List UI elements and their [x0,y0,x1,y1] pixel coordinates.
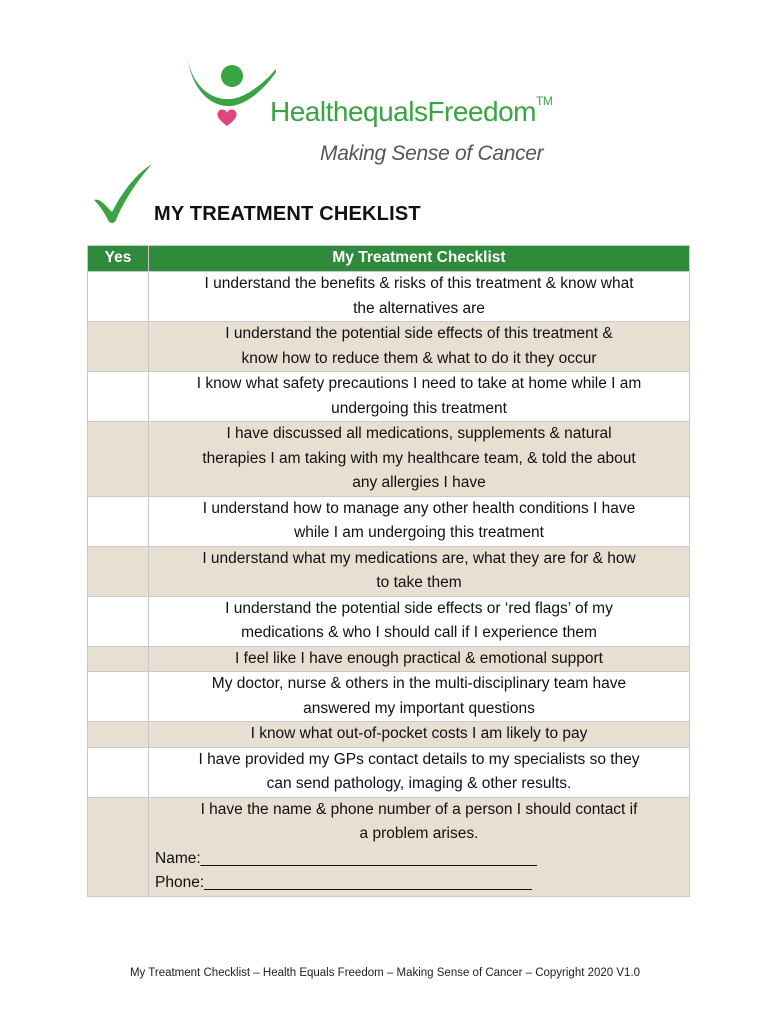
checklist-item-text: I know what out-of-pocket costs I am likely to pay [250,725,588,742]
checklist-item [149,372,690,422]
checklist-item [149,596,690,646]
checklist-item [149,272,690,322]
checklist-item-text: a problem arises. [359,825,479,842]
checklist-item [149,747,690,797]
yes-checkbox-cell[interactable] [88,272,149,322]
table-row [88,496,690,546]
brand-name: HealthequalsFreedom™ [270,94,553,127]
checklist-item [149,496,690,546]
yes-checkbox-cell[interactable] [88,322,149,372]
table-row [88,797,690,896]
checklist-item-text: I have discussed all medications, supplements & natural [226,425,612,442]
checklist-item-text: I know what safety precautions I need to take at home while I am [196,375,642,392]
checklist-item-text: therapies I am taking with my healthcare team, & told the about [202,449,636,467]
table-row [88,596,690,646]
yes-checkbox-cell[interactable] [88,372,149,422]
checklist-item-text: I feel like I have enough practical & emotional support [235,649,603,667]
checklist-column-header: My Treatment Checklist [149,246,690,272]
page-title: MY TREATMENT CHEKLIST [154,203,421,225]
checklist-item-text: undergoing this treatment [331,399,507,417]
table-row [88,722,690,748]
checklist-item-text: medications & who I should call if I experience them [241,624,597,641]
yes-checkbox-cell[interactable] [88,672,149,722]
checklist-item [149,646,690,672]
checklist-item-text: I have the name & phone number of a person I should contact if [200,800,638,818]
checklist-item-text: I understand the benefits & risks of this treatment & know what [204,275,634,292]
yes-checkbox-cell[interactable] [88,596,149,646]
table-row [88,747,690,797]
yes-checkbox-cell[interactable] [88,546,149,596]
checklist-item-text: can send pathology, imaging & other results. [266,775,572,792]
table-row [88,272,690,322]
checklist-item-text: I understand the potential side effects of this treatment & [225,325,613,342]
yes-checkbox-cell[interactable] [88,797,149,896]
logo-figure-icon [186,44,276,139]
checklist-item-text: while I am undergoing this treatment [294,524,544,541]
checklist-item-text: My doctor, nurse & others in the multi-disciplinary team have [211,675,627,692]
contact-name-field[interactable]: Name:_______________________________________ [155,849,537,867]
checklist-item-text: to take them [376,574,462,591]
yes-checkbox-cell[interactable] [88,646,149,672]
checklist-item-text: I understand the potential side effects or ‘red flags’ of my [225,599,613,617]
checklist-item-text: I understand how to manage any other health conditions I have [202,499,636,517]
checkmark-icon [92,162,154,224]
treatment-checklist-table [87,245,690,897]
table-row [88,646,690,672]
yes-checkbox-cell[interactable] [88,747,149,797]
checklist-item-text: the alternatives are [353,299,485,317]
yes-checkbox-cell[interactable] [88,422,149,497]
contact-phone-field[interactable]: Phone:______________________________________ [155,874,532,891]
checklist-item-text: I understand what my medications are, what they are for & how [202,549,636,567]
table-row [88,672,690,722]
checklist-item-text: I have provided my GPs contact details to my specialists so they [198,750,640,768]
table-row [88,322,690,372]
page-footer: My Treatment Checklist – Health Equals Freedom – Making Sense of Cancer – Copyright 2020 V1.0 [129,967,641,979]
yes-checkbox-cell[interactable] [88,496,149,546]
table-row [88,422,690,497]
checklist-item-text: answered my important questions [303,699,535,717]
checklist-item [149,422,690,497]
logo [186,44,606,174]
checklist-item [149,546,690,596]
yes-column-header: Yes [88,246,149,272]
table-row [88,546,690,596]
checklist-item [149,797,690,896]
table-row [88,372,690,422]
brand-tagline: Making Sense of Cancer [320,142,544,165]
checklist-item-text: know how to reduce them & what to do it they occur [241,349,597,367]
checklist-item-text: any allergies I have [352,474,486,491]
yes-checkbox-cell[interactable] [88,722,149,748]
checklist-item [149,722,690,748]
checklist-item [149,322,690,372]
checklist-item [149,672,690,722]
table-header-row [88,246,690,272]
